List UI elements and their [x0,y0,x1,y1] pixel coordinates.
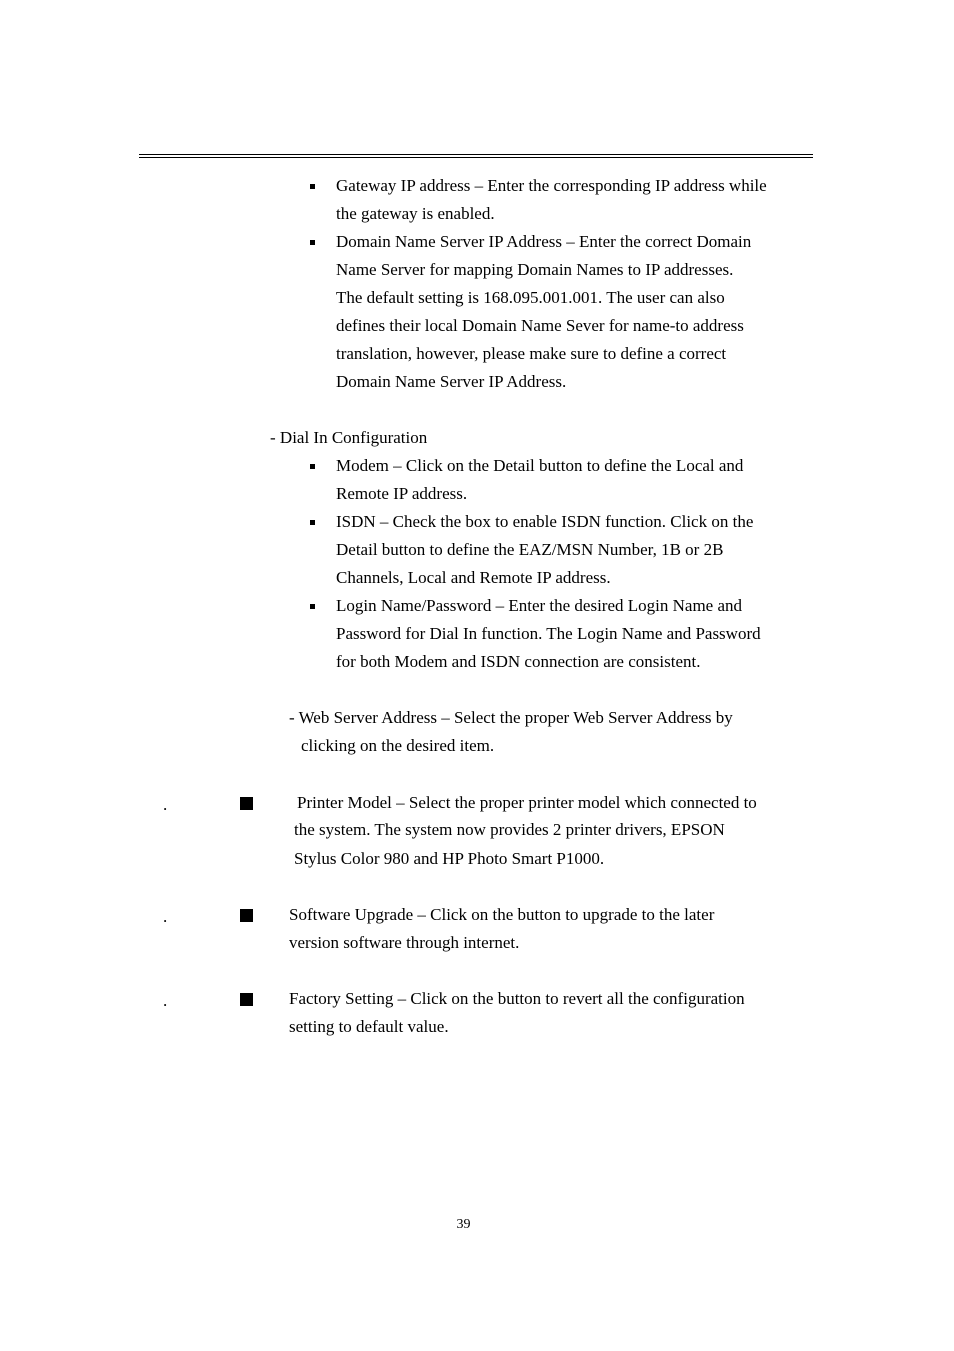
dns-line-4: defines their local Domain Name Sever for name-to address [336,316,744,335]
bullet-icon [240,993,253,1006]
bullet-icon [310,520,315,525]
gateway-line-2: the gateway is enabled. [336,204,495,223]
modem-line-2: Remote IP address. [336,484,468,503]
software-upgrade-line-2: version software through internet. [289,933,520,952]
web-server-line-2: clicking on the desired item. [301,736,495,755]
list-marker: . [163,795,168,814]
isdn-line-1: ISDN – Check the box to enable ISDN function. Click on the [336,512,754,531]
factory-setting-line-2: setting to default value. [289,1017,449,1036]
dial-in-heading: - Dial In Configuration [270,428,428,447]
software-upgrade-line-1: Software Upgrade – Click on the button to upgrade to the later [289,905,715,924]
login-line-1: Login Name/Password – Enter the desired Login Name and [336,596,743,615]
bullet-icon [240,909,253,922]
bullet-icon [310,604,315,609]
login-line-3: for both Modem and ISDN connection are consistent. [336,652,701,671]
printer-model-line-3: Stylus Color 980 and HP Photo Smart P1000. [294,849,605,868]
isdn-line-2: Detail button to define the EAZ/MSN Number, 1B or 2B [336,540,724,559]
dns-line-1: Domain Name Server IP Address – Enter the correct Domain [336,232,752,251]
bullet-icon [310,184,315,189]
bullet-icon [240,797,253,810]
gateway-line-1: Gateway IP address – Enter the corresponding IP address while [336,176,767,195]
list-marker: . [163,991,168,1010]
isdn-line-3: Channels, Local and Remote IP address. [336,568,611,587]
dns-line-3: The default setting is 168.095.001.001. The user can also [336,288,725,307]
dns-line-2: Name Server for mapping Domain Names to IP addresses. [336,260,734,279]
bullet-icon [310,464,315,469]
dns-line-5: translation, however, please make sure to define a correct [336,344,727,363]
list-marker: . [163,907,168,926]
header-rule-bottom [139,157,813,158]
page-number: 39 [456,1217,471,1232]
printer-model-line-2: the system. The system now provides 2 printer drivers, EPSON [294,820,725,839]
bullet-icon [310,240,315,245]
dns-line-6: Domain Name Server IP Address. [336,372,567,391]
login-line-2: Password for Dial In function. The Login Name and Password [336,624,761,643]
printer-model-line-1: Printer Model – Select the proper printer model which connected to [297,793,757,812]
modem-line-1: Modem – Click on the Detail button to define the Local and [336,456,744,475]
factory-setting-line-1: Factory Setting – Click on the button to revert all the configuration [289,989,745,1008]
header-rule-top [139,154,813,155]
web-server-line-1: - Web Server Address – Select the proper Web Server Address by [289,708,733,727]
